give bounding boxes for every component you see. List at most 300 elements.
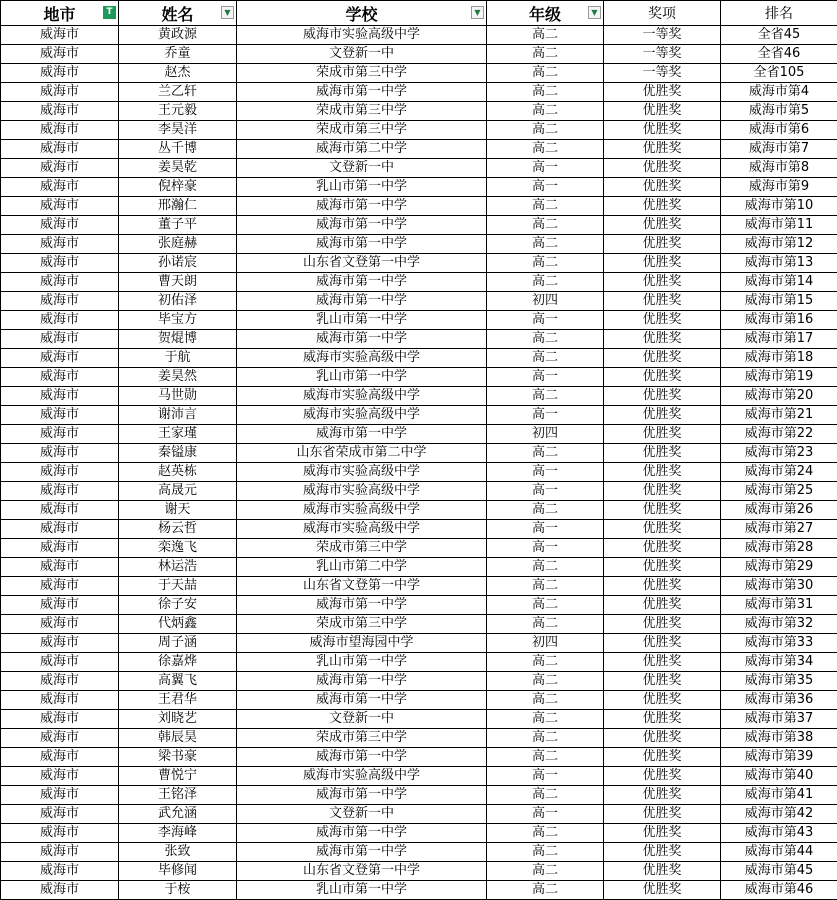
cell-school[interactable]: 文登新一中 [237, 159, 487, 178]
cell-name[interactable]: 高晟元 [119, 482, 237, 501]
cell-name[interactable]: 姜昊然 [119, 368, 237, 387]
cell-grade[interactable]: 高二 [487, 881, 604, 900]
cell-grade[interactable]: 高二 [487, 710, 604, 729]
cell-grade[interactable]: 高二 [487, 349, 604, 368]
cell-award[interactable]: 优胜奖 [604, 197, 721, 216]
cell-grade[interactable]: 高二 [487, 330, 604, 349]
cell-rank[interactable]: 威海市第12 [721, 235, 837, 254]
cell-school[interactable]: 威海市第二中学 [237, 140, 487, 159]
cell-award[interactable]: 优胜奖 [604, 558, 721, 577]
cell-name[interactable]: 梁书豪 [119, 748, 237, 767]
table-row [1, 311, 837, 330]
cell-city[interactable]: 威海市 [1, 577, 119, 596]
cell-grade[interactable]: 高二 [487, 64, 604, 83]
cell-name[interactable]: 王君华 [119, 691, 237, 710]
cell-award[interactable]: 优胜奖 [604, 805, 721, 824]
cell-school[interactable]: 乳山市第一中学 [237, 368, 487, 387]
cell-city[interactable]: 威海市 [1, 824, 119, 843]
cell-rank[interactable]: 威海市第43 [721, 824, 837, 843]
cell-name[interactable]: 乔童 [119, 45, 237, 64]
cell-award[interactable]: 优胜奖 [604, 672, 721, 691]
cell-award[interactable]: 优胜奖 [604, 786, 721, 805]
cell-name[interactable]: 于天喆 [119, 577, 237, 596]
cell-city[interactable]: 威海市 [1, 634, 119, 653]
cell-rank[interactable]: 威海市第13 [721, 254, 837, 273]
cell-award[interactable]: 优胜奖 [604, 615, 721, 634]
cell-award[interactable]: 优胜奖 [604, 216, 721, 235]
filter-dropdown-icon[interactable]: ▼ [471, 6, 484, 19]
filter-active-icon[interactable]: T [103, 6, 116, 19]
cell-school[interactable]: 威海市实验高级中学 [237, 349, 487, 368]
cell-award[interactable]: 一等奖 [604, 64, 721, 83]
cell-award[interactable]: 优胜奖 [604, 653, 721, 672]
cell-rank[interactable]: 威海市第8 [721, 159, 837, 178]
cell-rank[interactable]: 威海市第33 [721, 634, 837, 653]
cell-grade[interactable]: 高二 [487, 444, 604, 463]
cell-city[interactable]: 威海市 [1, 102, 119, 121]
cell-school[interactable]: 威海市第一中学 [237, 425, 487, 444]
cell-rank[interactable]: 威海市第5 [721, 102, 837, 121]
table-row [1, 520, 837, 539]
cell-award[interactable]: 优胜奖 [604, 140, 721, 159]
cell-award[interactable]: 优胜奖 [604, 596, 721, 615]
cell-rank[interactable]: 威海市第4 [721, 83, 837, 102]
cell-name[interactable]: 于航 [119, 349, 237, 368]
table-row [1, 805, 837, 824]
table-row [1, 539, 837, 558]
cell-name[interactable]: 董子平 [119, 216, 237, 235]
cell-city[interactable]: 威海市 [1, 140, 119, 159]
cell-school[interactable]: 威海市第一中学 [237, 748, 487, 767]
cell-rank[interactable]: 威海市第14 [721, 273, 837, 292]
cell-city[interactable]: 威海市 [1, 159, 119, 178]
cell-grade[interactable]: 高二 [487, 102, 604, 121]
cell-city[interactable]: 威海市 [1, 463, 119, 482]
cell-grade[interactable]: 高二 [487, 558, 604, 577]
cell-city[interactable]: 威海市 [1, 691, 119, 710]
cell-award[interactable]: 优胜奖 [604, 235, 721, 254]
cell-city[interactable]: 威海市 [1, 330, 119, 349]
cell-grade[interactable]: 高二 [487, 140, 604, 159]
cell-name[interactable]: 曹天朗 [119, 273, 237, 292]
cell-name[interactable]: 毕修闻 [119, 862, 237, 881]
cell-award[interactable]: 优胜奖 [604, 482, 721, 501]
cell-school[interactable]: 乳山市第一中学 [237, 881, 487, 900]
cell-school[interactable]: 荣成市第三中学 [237, 121, 487, 140]
cell-school[interactable]: 乳山市第二中学 [237, 558, 487, 577]
cell-grade[interactable]: 高一 [487, 767, 604, 786]
cell-city[interactable]: 威海市 [1, 254, 119, 273]
cell-city[interactable]: 威海市 [1, 444, 119, 463]
table-row [1, 748, 837, 767]
cell-rank[interactable]: 威海市第22 [721, 425, 837, 444]
cell-grade[interactable]: 高二 [487, 672, 604, 691]
cell-grade[interactable]: 高二 [487, 235, 604, 254]
cell-rank[interactable]: 威海市第29 [721, 558, 837, 577]
cell-rank[interactable]: 威海市第42 [721, 805, 837, 824]
cell-award[interactable]: 优胜奖 [604, 843, 721, 862]
cell-school[interactable]: 威海市第一中学 [237, 843, 487, 862]
cell-grade[interactable]: 高二 [487, 254, 604, 273]
cell-city[interactable]: 威海市 [1, 406, 119, 425]
filter-dropdown-icon[interactable]: ▼ [588, 6, 601, 19]
cell-name[interactable]: 马世勋 [119, 387, 237, 406]
cell-rank[interactable]: 威海市第18 [721, 349, 837, 368]
cell-name[interactable]: 王家瑾 [119, 425, 237, 444]
cell-award[interactable]: 优胜奖 [604, 387, 721, 406]
filter-dropdown-icon[interactable]: ▼ [221, 6, 234, 19]
cell-school[interactable]: 文登新一中 [237, 710, 487, 729]
cell-city[interactable]: 威海市 [1, 520, 119, 539]
cell-school[interactable]: 威海市第一中学 [237, 330, 487, 349]
cell-award[interactable]: 优胜奖 [604, 520, 721, 539]
cell-award[interactable]: 优胜奖 [604, 368, 721, 387]
cell-award[interactable]: 优胜奖 [604, 425, 721, 444]
cell-grade[interactable]: 高二 [487, 273, 604, 292]
cell-award[interactable]: 优胜奖 [604, 349, 721, 368]
cell-city[interactable]: 威海市 [1, 653, 119, 672]
cell-award[interactable]: 优胜奖 [604, 159, 721, 178]
cell-city[interactable]: 威海市 [1, 710, 119, 729]
cell-grade[interactable]: 初四 [487, 425, 604, 444]
cell-name[interactable]: 张致 [119, 843, 237, 862]
cell-city[interactable]: 威海市 [1, 387, 119, 406]
cell-name[interactable]: 孙诺宸 [119, 254, 237, 273]
cell-name[interactable]: 秦镒康 [119, 444, 237, 463]
cell-name[interactable]: 初佑泽 [119, 292, 237, 311]
cell-city[interactable]: 威海市 [1, 273, 119, 292]
cell-rank[interactable]: 威海市第21 [721, 406, 837, 425]
cell-school[interactable]: 文登新一中 [237, 45, 487, 64]
cell-name[interactable]: 韩辰昊 [119, 729, 237, 748]
cell-city[interactable]: 威海市 [1, 64, 119, 83]
cell-award[interactable]: 优胜奖 [604, 273, 721, 292]
cell-name[interactable]: 张庭赫 [119, 235, 237, 254]
cell-city[interactable]: 威海市 [1, 615, 119, 634]
cell-city[interactable]: 威海市 [1, 482, 119, 501]
cell-city[interactable]: 威海市 [1, 501, 119, 520]
cell-school[interactable]: 威海市实验高级中学 [237, 387, 487, 406]
cell-award[interactable]: 优胜奖 [604, 634, 721, 653]
cell-award[interactable]: 优胜奖 [604, 463, 721, 482]
cell-rank[interactable]: 威海市第34 [721, 653, 837, 672]
cell-grade[interactable]: 高一 [487, 406, 604, 425]
cell-city[interactable]: 威海市 [1, 45, 119, 64]
cell-name[interactable]: 贺焜博 [119, 330, 237, 349]
cell-rank[interactable]: 威海市第26 [721, 501, 837, 520]
cell-award[interactable]: 优胜奖 [604, 102, 721, 121]
cell-city[interactable]: 威海市 [1, 311, 119, 330]
cell-city[interactable]: 威海市 [1, 26, 119, 45]
cell-school[interactable]: 威海市实验高级中学 [237, 501, 487, 520]
cell-award[interactable]: 优胜奖 [604, 501, 721, 520]
cell-name[interactable]: 毕宝方 [119, 311, 237, 330]
cell-award[interactable]: 优胜奖 [604, 406, 721, 425]
cell-rank[interactable]: 威海市第27 [721, 520, 837, 539]
cell-rank[interactable]: 威海市第31 [721, 596, 837, 615]
cell-award[interactable]: 优胜奖 [604, 767, 721, 786]
cell-award[interactable]: 优胜奖 [604, 330, 721, 349]
cell-rank[interactable]: 全省46 [721, 45, 837, 64]
cell-rank[interactable]: 威海市第15 [721, 292, 837, 311]
cell-award[interactable]: 优胜奖 [604, 691, 721, 710]
cell-school[interactable]: 乳山市第一中学 [237, 653, 487, 672]
cell-school[interactable]: 威海市第一中学 [237, 292, 487, 311]
cell-grade[interactable]: 高二 [487, 577, 604, 596]
header-grade-label: 年级 [529, 5, 561, 24]
cell-school[interactable]: 荣成市第三中学 [237, 729, 487, 748]
cell-rank[interactable]: 威海市第41 [721, 786, 837, 805]
cell-school[interactable]: 威海市第一中学 [237, 197, 487, 216]
cell-school[interactable]: 威海市第一中学 [237, 786, 487, 805]
table-row [1, 216, 837, 235]
table-row [1, 729, 837, 748]
cell-city[interactable]: 威海市 [1, 292, 119, 311]
cell-city[interactable]: 威海市 [1, 235, 119, 254]
cell-grade[interactable]: 高二 [487, 216, 604, 235]
cell-school[interactable]: 威海市实验高级中学 [237, 406, 487, 425]
cell-grade[interactable]: 高二 [487, 121, 604, 140]
cell-grade[interactable]: 高二 [487, 45, 604, 64]
cell-award[interactable]: 优胜奖 [604, 311, 721, 330]
cell-school[interactable]: 山东省文登第一中学 [237, 577, 487, 596]
cell-grade[interactable]: 高一 [487, 159, 604, 178]
cell-grade[interactable]: 高一 [487, 539, 604, 558]
cell-school[interactable]: 威海市实验高级中学 [237, 520, 487, 539]
cell-grade[interactable]: 高一 [487, 178, 604, 197]
cell-city[interactable]: 威海市 [1, 729, 119, 748]
cell-rank[interactable]: 威海市第36 [721, 691, 837, 710]
cell-name[interactable]: 赵英栋 [119, 463, 237, 482]
cell-grade[interactable]: 高一 [487, 482, 604, 501]
cell-rank[interactable]: 威海市第39 [721, 748, 837, 767]
cell-rank[interactable]: 威海市第11 [721, 216, 837, 235]
cell-grade[interactable]: 高二 [487, 653, 604, 672]
cell-city[interactable]: 威海市 [1, 425, 119, 444]
header-city[interactable] [1, 1, 119, 26]
cell-grade[interactable]: 高二 [487, 83, 604, 102]
cell-award[interactable]: 优胜奖 [604, 292, 721, 311]
cell-name[interactable]: 王元毅 [119, 102, 237, 121]
cell-award[interactable]: 优胜奖 [604, 121, 721, 140]
cell-rank[interactable]: 威海市第40 [721, 767, 837, 786]
cell-name[interactable]: 徐子安 [119, 596, 237, 615]
cell-rank[interactable]: 威海市第32 [721, 615, 837, 634]
cell-grade[interactable]: 高二 [487, 843, 604, 862]
cell-award[interactable]: 优胜奖 [604, 178, 721, 197]
cell-award[interactable]: 优胜奖 [604, 862, 721, 881]
cell-school[interactable]: 威海市第一中学 [237, 216, 487, 235]
cell-name[interactable]: 林运浩 [119, 558, 237, 577]
cell-grade[interactable]: 高二 [487, 824, 604, 843]
cell-grade[interactable]: 高二 [487, 691, 604, 710]
cell-award[interactable]: 一等奖 [604, 45, 721, 64]
cell-grade[interactable]: 高一 [487, 368, 604, 387]
cell-rank[interactable]: 威海市第23 [721, 444, 837, 463]
cell-name[interactable]: 于桉 [119, 881, 237, 900]
cell-rank[interactable]: 威海市第25 [721, 482, 837, 501]
table-row [1, 862, 837, 881]
table-row [1, 45, 837, 64]
cell-rank[interactable]: 威海市第38 [721, 729, 837, 748]
cell-grade[interactable]: 高二 [487, 26, 604, 45]
cell-school[interactable]: 威海市第一中学 [237, 691, 487, 710]
cell-name[interactable]: 谢天 [119, 501, 237, 520]
cell-name[interactable]: 倪梓豪 [119, 178, 237, 197]
cell-name[interactable]: 谢沛言 [119, 406, 237, 425]
cell-grade[interactable]: 高二 [487, 729, 604, 748]
cell-city[interactable]: 威海市 [1, 121, 119, 140]
cell-grade[interactable]: 高二 [487, 596, 604, 615]
cell-school[interactable]: 威海市第一中学 [237, 596, 487, 615]
header-award[interactable] [604, 1, 721, 26]
cell-city[interactable]: 威海市 [1, 748, 119, 767]
cell-rank[interactable]: 威海市第24 [721, 463, 837, 482]
cell-city[interactable]: 威海市 [1, 349, 119, 368]
cell-grade[interactable]: 高二 [487, 197, 604, 216]
cell-name[interactable]: 栾逸飞 [119, 539, 237, 558]
cell-name[interactable]: 武允涵 [119, 805, 237, 824]
cell-name[interactable]: 王铭泽 [119, 786, 237, 805]
cell-school[interactable]: 威海市实验高级中学 [237, 767, 487, 786]
cell-rank[interactable]: 威海市第6 [721, 121, 837, 140]
cell-rank[interactable]: 威海市第46 [721, 881, 837, 900]
cell-school[interactable]: 荣成市第三中学 [237, 102, 487, 121]
cell-city[interactable]: 威海市 [1, 596, 119, 615]
cell-rank[interactable]: 威海市第10 [721, 197, 837, 216]
cell-grade[interactable]: 初四 [487, 292, 604, 311]
cell-city[interactable]: 威海市 [1, 862, 119, 881]
cell-school[interactable]: 威海市望海园中学 [237, 634, 487, 653]
cell-city[interactable]: 威海市 [1, 767, 119, 786]
header-rank[interactable] [721, 1, 837, 26]
cell-name[interactable]: 刘晓艺 [119, 710, 237, 729]
cell-school[interactable]: 山东省文登第一中学 [237, 254, 487, 273]
cell-city[interactable]: 威海市 [1, 83, 119, 102]
cell-rank[interactable]: 全省45 [721, 26, 837, 45]
header-school[interactable] [237, 1, 487, 26]
cell-rank[interactable]: 威海市第17 [721, 330, 837, 349]
cell-award[interactable]: 优胜奖 [604, 254, 721, 273]
cell-school[interactable]: 乳山市第一中学 [237, 178, 487, 197]
cell-name[interactable]: 李昊洋 [119, 121, 237, 140]
cell-rank[interactable]: 威海市第20 [721, 387, 837, 406]
cell-school[interactable]: 乳山市第一中学 [237, 311, 487, 330]
cell-name[interactable]: 黄政源 [119, 26, 237, 45]
table-row [1, 292, 837, 311]
cell-name[interactable]: 周子涵 [119, 634, 237, 653]
cell-rank[interactable]: 威海市第19 [721, 368, 837, 387]
cell-award[interactable]: 优胜奖 [604, 881, 721, 900]
cell-school[interactable]: 山东省文登第一中学 [237, 862, 487, 881]
cell-grade[interactable]: 高一 [487, 311, 604, 330]
cell-rank[interactable]: 全省105 [721, 64, 837, 83]
cell-school[interactable]: 威海市实验高级中学 [237, 482, 487, 501]
cell-school[interactable]: 威海市第一中学 [237, 672, 487, 691]
header-name[interactable] [119, 1, 237, 26]
cell-grade[interactable]: 高二 [487, 862, 604, 881]
cell-grade[interactable]: 高一 [487, 463, 604, 482]
cell-award[interactable]: 优胜奖 [604, 710, 721, 729]
cell-city[interactable]: 威海市 [1, 539, 119, 558]
cell-name[interactable]: 李海峰 [119, 824, 237, 843]
table-row [1, 596, 837, 615]
cell-grade[interactable]: 高一 [487, 805, 604, 824]
cell-name[interactable]: 兰乙轩 [119, 83, 237, 102]
cell-city[interactable]: 威海市 [1, 843, 119, 862]
cell-name[interactable]: 杨云哲 [119, 520, 237, 539]
table-row [1, 653, 837, 672]
cell-school[interactable]: 荣成市第三中学 [237, 64, 487, 83]
cell-city[interactable]: 威海市 [1, 197, 119, 216]
cell-award[interactable]: 优胜奖 [604, 83, 721, 102]
cell-name[interactable]: 徐嘉烨 [119, 653, 237, 672]
cell-school[interactable]: 威海市第一中学 [237, 83, 487, 102]
cell-name[interactable]: 丛千博 [119, 140, 237, 159]
cell-grade[interactable]: 高二 [487, 748, 604, 767]
cell-school[interactable]: 威海市实验高级中学 [237, 26, 487, 45]
cell-name[interactable]: 赵杰 [119, 64, 237, 83]
cell-city[interactable]: 威海市 [1, 216, 119, 235]
cell-school[interactable]: 文登新一中 [237, 805, 487, 824]
cell-name[interactable]: 代炳鑫 [119, 615, 237, 634]
cell-award[interactable]: 优胜奖 [604, 444, 721, 463]
cell-name[interactable]: 邢瀚仁 [119, 197, 237, 216]
cell-school[interactable]: 荣成市第三中学 [237, 539, 487, 558]
cell-city[interactable]: 威海市 [1, 368, 119, 387]
cell-award[interactable]: 优胜奖 [604, 824, 721, 843]
cell-award[interactable]: 优胜奖 [604, 748, 721, 767]
cell-city[interactable]: 威海市 [1, 786, 119, 805]
cell-city[interactable]: 威海市 [1, 672, 119, 691]
cell-city[interactable]: 威海市 [1, 558, 119, 577]
cell-award[interactable]: 优胜奖 [604, 729, 721, 748]
cell-rank[interactable]: 威海市第30 [721, 577, 837, 596]
cell-award[interactable]: 优胜奖 [604, 539, 721, 558]
cell-rank[interactable]: 威海市第9 [721, 178, 837, 197]
cell-rank[interactable]: 威海市第28 [721, 539, 837, 558]
cell-grade[interactable]: 高二 [487, 501, 604, 520]
cell-school[interactable]: 威海市第一中学 [237, 235, 487, 254]
cell-rank[interactable]: 威海市第7 [721, 140, 837, 159]
cell-grade[interactable]: 高一 [487, 520, 604, 539]
cell-name[interactable]: 高翼飞 [119, 672, 237, 691]
cell-name[interactable]: 曹悦宁 [119, 767, 237, 786]
cell-city[interactable]: 威海市 [1, 881, 119, 900]
cell-award[interactable]: 一等奖 [604, 26, 721, 45]
cell-rank[interactable]: 威海市第37 [721, 710, 837, 729]
cell-rank[interactable]: 威海市第16 [721, 311, 837, 330]
cell-rank[interactable]: 威海市第45 [721, 862, 837, 881]
cell-school[interactable]: 威海市实验高级中学 [237, 463, 487, 482]
cell-grade[interactable]: 高二 [487, 387, 604, 406]
cell-city[interactable]: 威海市 [1, 178, 119, 197]
cell-name[interactable]: 姜昊乾 [119, 159, 237, 178]
cell-grade[interactable]: 高二 [487, 615, 604, 634]
cell-city[interactable]: 威海市 [1, 805, 119, 824]
cell-rank[interactable]: 威海市第35 [721, 672, 837, 691]
cell-school[interactable]: 威海市第一中学 [237, 273, 487, 292]
cell-award[interactable]: 优胜奖 [604, 577, 721, 596]
cell-grade[interactable]: 高二 [487, 786, 604, 805]
table-row [1, 558, 837, 577]
cell-school[interactable]: 山东省荣成市第二中学 [237, 444, 487, 463]
cell-school[interactable]: 威海市第一中学 [237, 824, 487, 843]
header-grade[interactable] [487, 1, 604, 26]
cell-grade[interactable]: 初四 [487, 634, 604, 653]
cell-school[interactable]: 荣成市第三中学 [237, 615, 487, 634]
cell-rank[interactable]: 威海市第44 [721, 843, 837, 862]
